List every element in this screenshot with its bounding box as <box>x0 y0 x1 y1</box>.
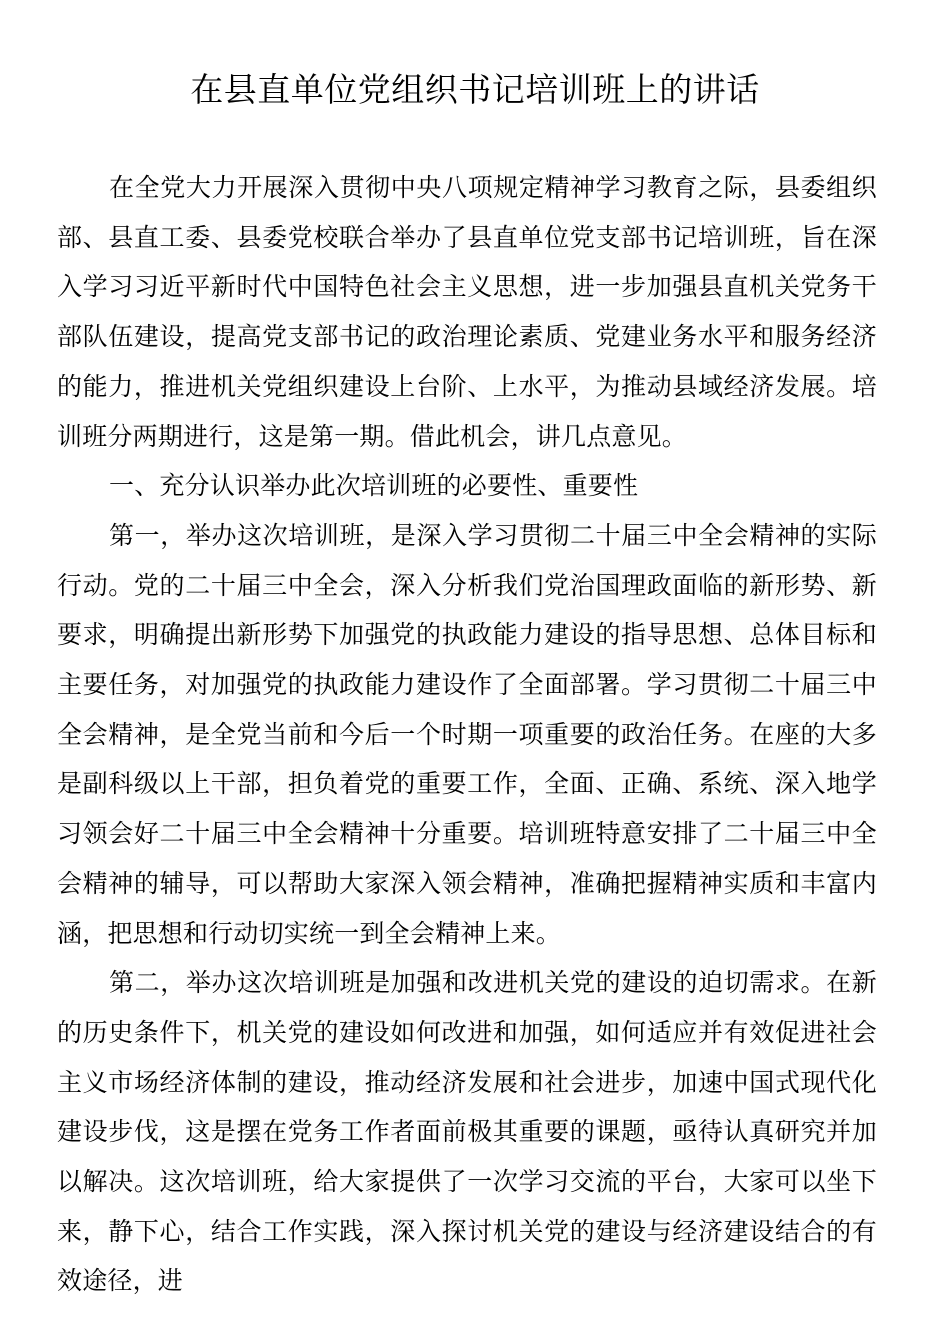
paragraph-first-point: 第一，举办这次培训班，是深入学习贯彻二十届三中全会精神的实际行动。党的二十届三中全会，深入分析我们党治国理政面临的新形势、新要求，明确提出新形势下加强党的执政能力建设的指导思想、总体目标和主要任务，对加强党的执政能力建设作了全面部署。学习贯彻二十届三中全会精神，是全党当前和今后一个时期一项重要的政治任务。在座的大多是副科级以上干部，担负着党的重要工作，全面、正确、系统、深入地学习领会好二十届三中全会精神十分重要。培训班特意安排了二十届三中全会精神的辅导，可以帮助大家深入领会精神，准确把握精神实质和丰富内涵，把思想和行动切实统一到全会精神上来。 <box>57 520 877 948</box>
paragraph-second-point: 第二，举办这次培训班是加强和改进机关党的建设的迫切需求。在新的历史条件下，机关党的建设如何改进和加强，如何适应并有效促进社会主义市场经济体制的建设，推动经济发展和社会进步，加速中国式现代化建设步伐，这是摆在党务工作者面前极其重要的课题，亟待认真研究并加以解决。这次培训班，给大家提供了一次学习交流的平台，大家可以坐下来，静下心，结合工作实践，深入探讨机关党的建设与经济建设结合的有效途径，进 <box>57 968 877 1296</box>
section-heading: 一、充分认识举办此次培训班的必要性、重要性 <box>109 471 639 501</box>
page-title: 在县直单位党组织书记培训班上的讲话 <box>190 70 760 109</box>
paragraph-intro: 在全党大力开展深入贯彻中央八项规定精神学习教育之际，县委组织部、县直工委、县委党校联合举办了县直单位党支部书记培训班，旨在深入学习习近平新时代中国特色社会主义思想，进一步加强县直机关党务干部队伍建设，提高党支部书记的政治理论素质、党建业务水平和服务经济的能力，推进机关党组织建设上台阶、上水平，为推动县域经济发展。培训班分两期进行，这是第一期。借此机会，讲几点意见。 <box>57 173 877 451</box>
document-body <box>57 163 877 1306</box>
